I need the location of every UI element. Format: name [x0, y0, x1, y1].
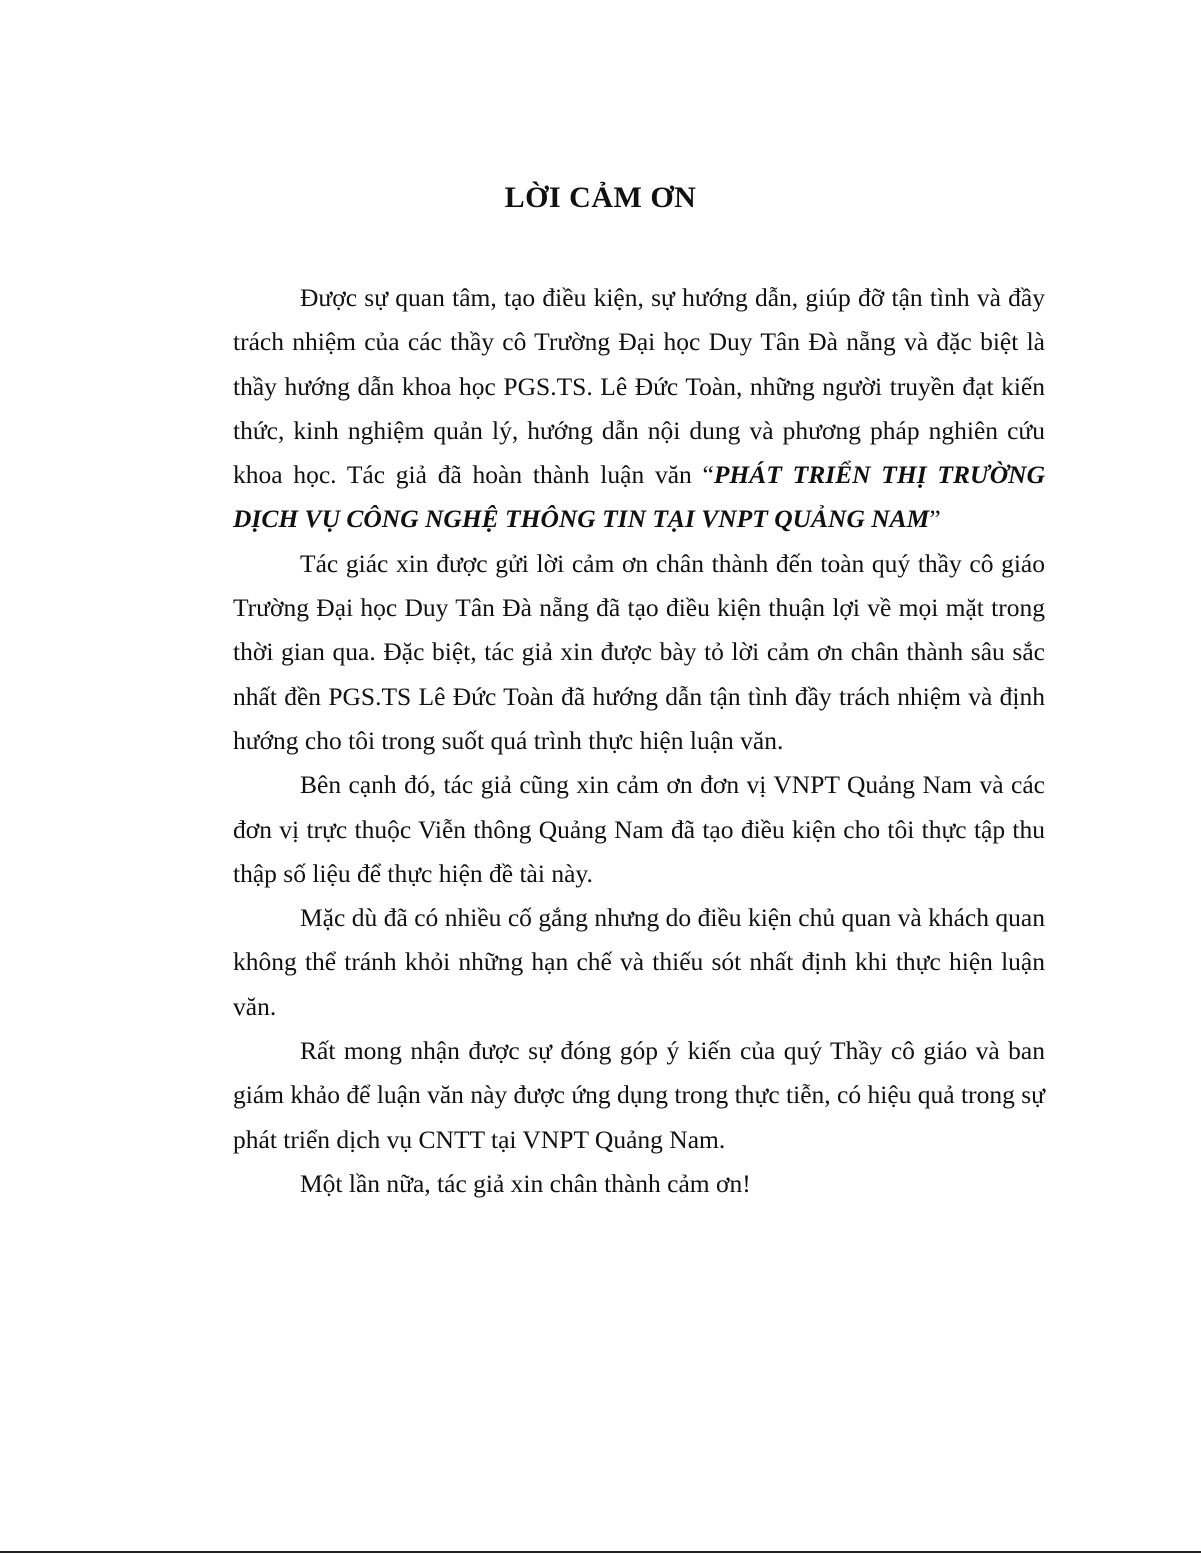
paragraph-4: Mặc dù đã có nhiều cố gắng nhưng do điều kiện chủ quan và khách quan không thể tránh khỏi những hạn chế và thiếu sót nhất định khi thực hiện luận văn.: [233, 903, 1045, 1021]
paragraph-3: Bên cạnh đó, tác giả cũng xin cảm ơn đơn vị VNPT Quảng Nam và các đơn vị trực thuộc Viễn thông Quảng Nam đã tạo điều kiện cho tôi thực tập thu thập số liệu để thực hiện đề tài này.: [233, 770, 1045, 888]
paragraph-6: Một lần nữa, tác giả xin chân thành cảm ơn!: [300, 1168, 751, 1198]
paragraph-1-text-after: ”: [929, 504, 941, 534]
page-bottom-divider: [0, 1551, 1201, 1553]
document-body: [233, 276, 1045, 1206]
page-title: LỜI CẢM ƠN: [504, 181, 697, 214]
paragraph-1-text-before: Được sự quan tâm, tạo điều kiện, sự hướng dẫn, giúp đỡ tận tình và đầy trách nhiệm của các thầy cô Trường Đại học Duy Tân Đà nẵng và đặc biệt là thầy hướng dẫn khoa học PGS.TS. Lê Đức Toàn, những người truyền đạt kiến thức, kinh nghiệm quản lý, hướng dẫn nội dung và phương pháp nghiên cứu khoa học. Tác giả đã hoàn thành luận văn “: [233, 283, 1045, 490]
paragraph-2: Tác giác xin được gửi lời cảm ơn chân thành đến toàn quý thầy cô giáo Trường Đại học Duy Tân Đà nẵng đã tạo điều kiện thuận lợi về mọi mặt trong thời gian qua. Đặc biệt, tác giả xin được bày tỏ lời cảm ơn chân thành sâu sắc nhất đền PGS.TS Lê Đức Toàn đã hướng dẫn tận tình đầy trách nhiệm và định hướng cho tôi trong suốt quá trình thực hiện luận văn.: [233, 548, 1045, 755]
paragraph-1: [233, 276, 1045, 542]
thesis-title: PHÁT TRIỂN THỊ TRƯỜNG DỊCH VỤ CÔNG NGHỆ THÔNG TIN TẠI VNPT QUẢNG NAM: [233, 460, 1045, 534]
paragraph-5: Rất mong nhận được sự đóng góp ý kiến của quý Thầy cô giáo và ban giám khảo để luận văn này được ứng dụng trong thực tiễn, có hiệu quả trong sự phát triển dịch vụ CNTT tại VNPT Quảng Nam.: [233, 1036, 1045, 1154]
